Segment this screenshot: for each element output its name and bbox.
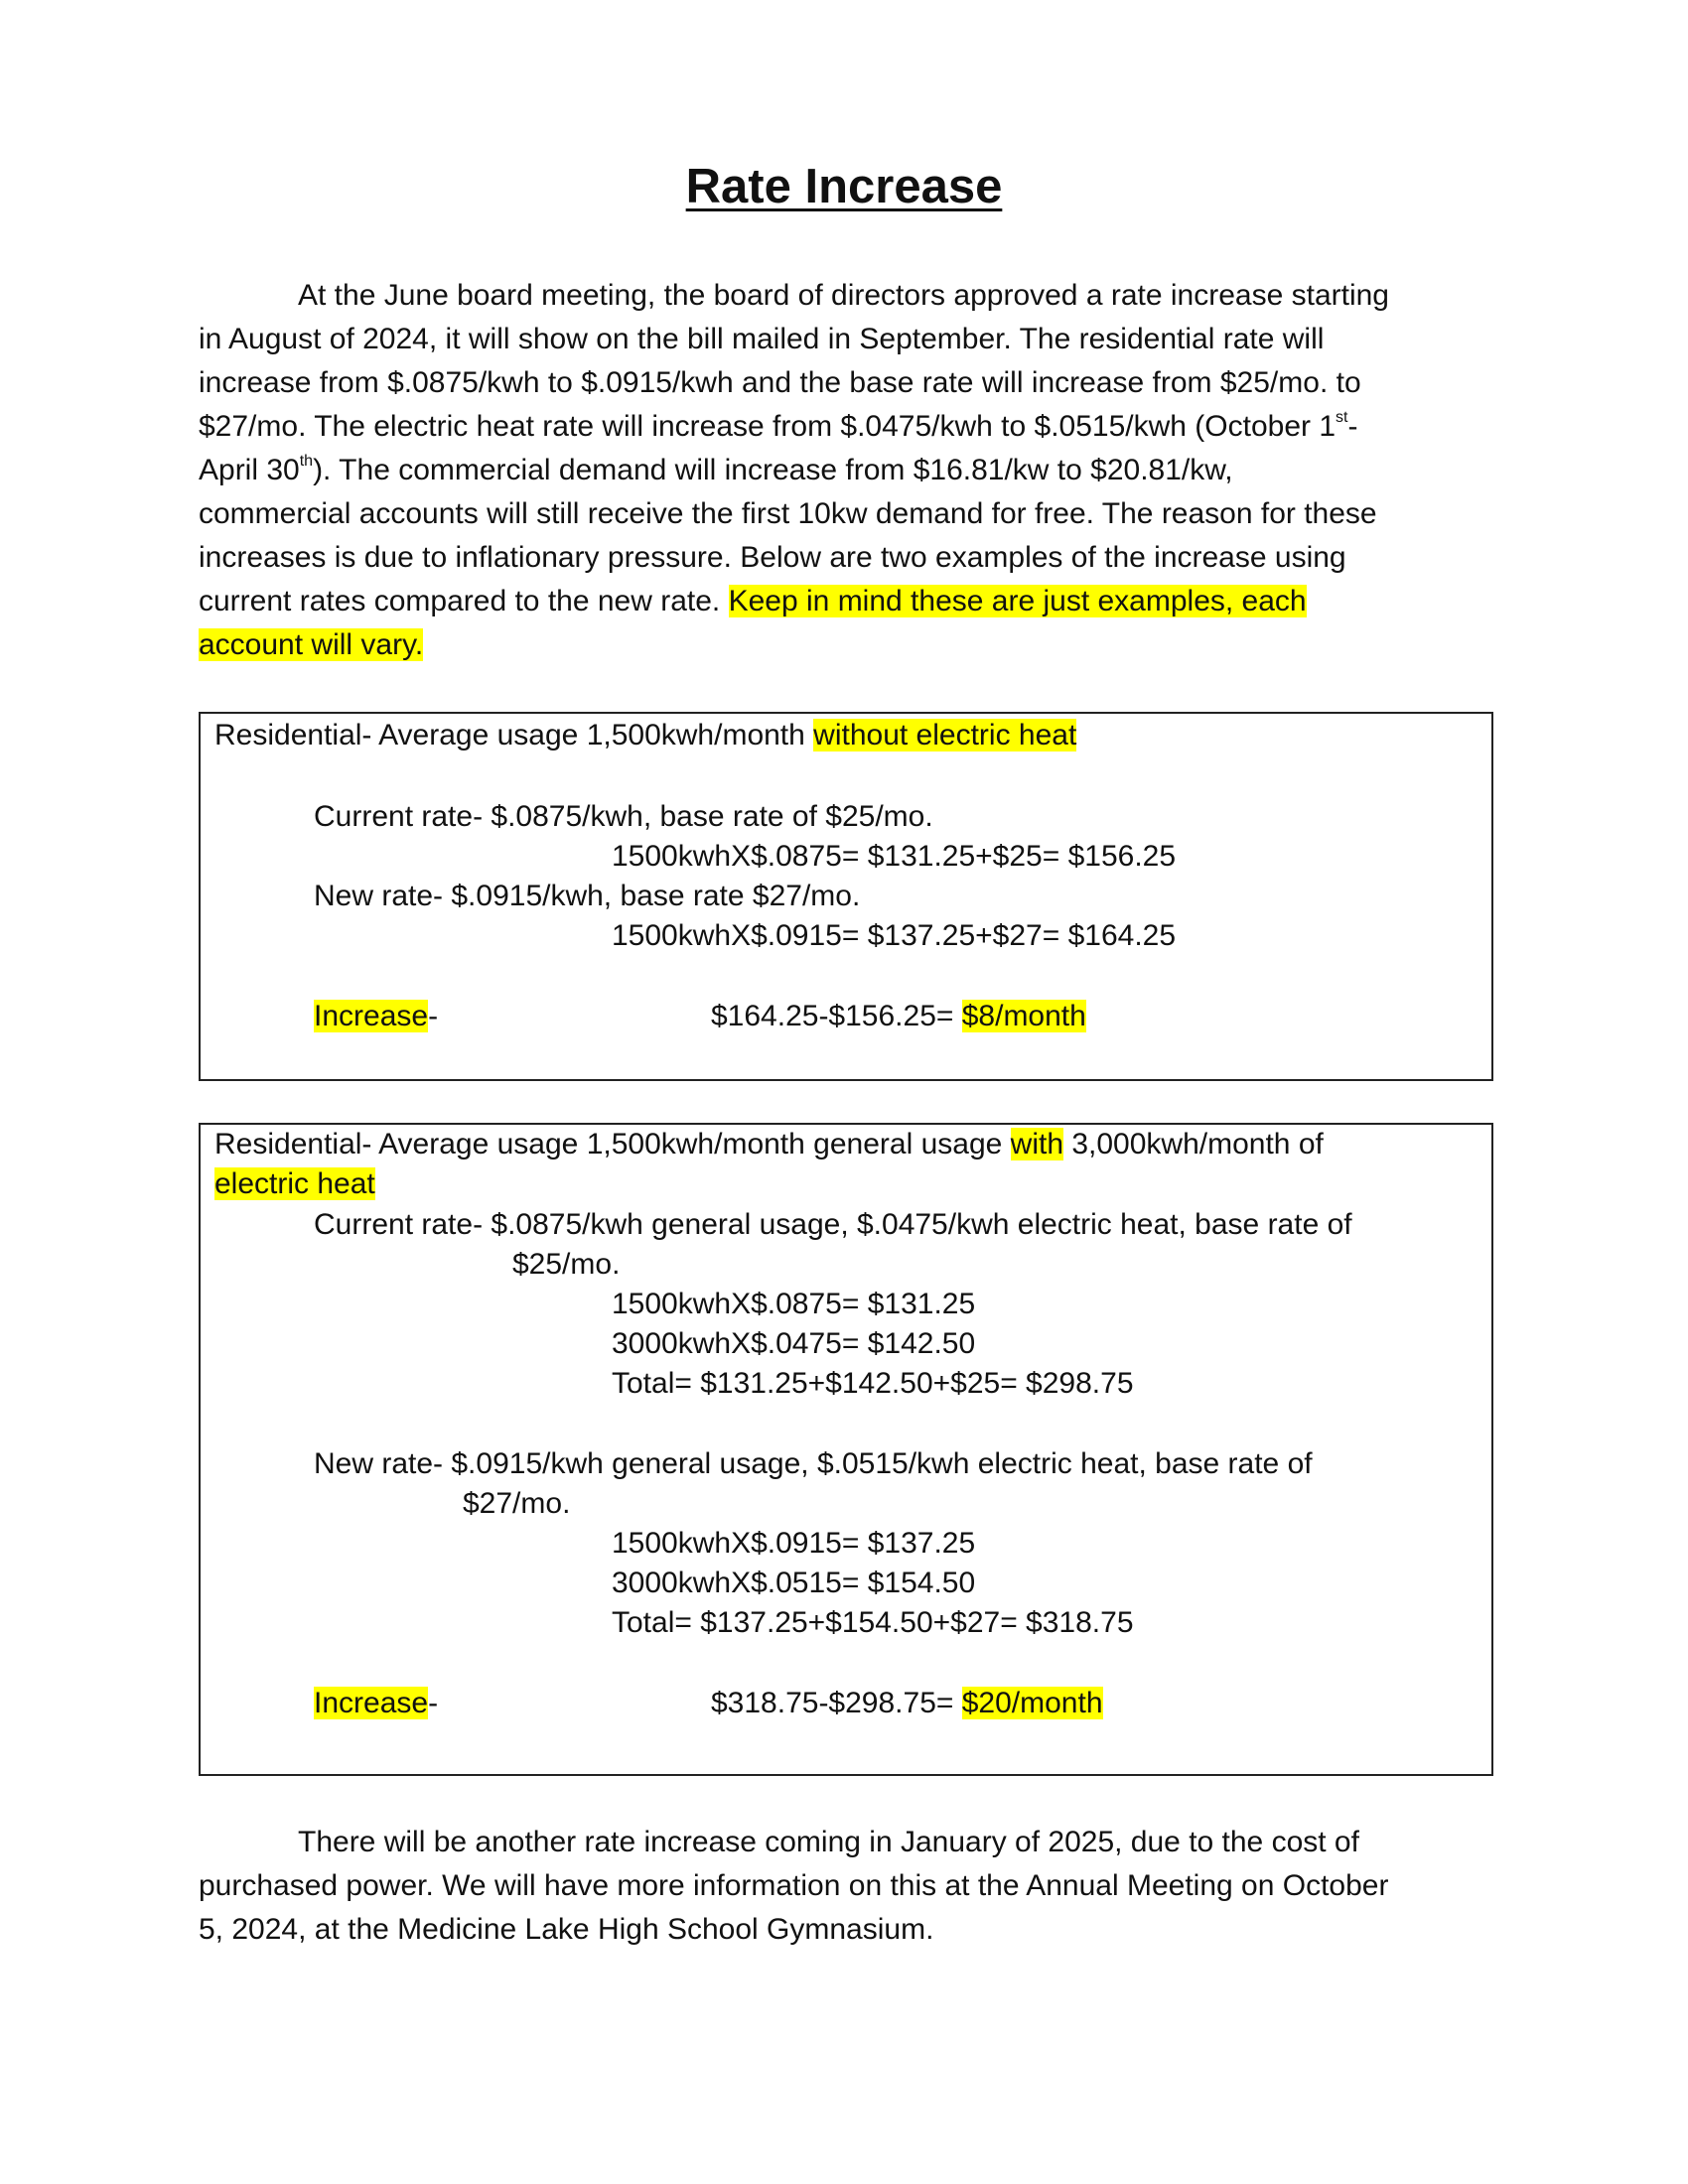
example-box-without-heat xyxy=(199,712,1493,1081)
new-rate-line: New rate- $.0915/kwh general usage, $.0515/kwh electric heat, base rate of xyxy=(314,1447,1313,1480)
example-box-with-heat xyxy=(199,1123,1493,1776)
current-rate-line: Current rate- $.0875/kwh, base rate of $25/mo. xyxy=(314,800,933,833)
intro-line: increase from $.0875/kwh to $.0915/kwh and the base rate will increase from $25/mo. to xyxy=(199,366,1361,399)
new-rate-calc: 1500kwhX$.0915= $137.25+$27= $164.25 xyxy=(612,919,1177,952)
highlighted-text: with xyxy=(1010,1128,1064,1160)
current-rate-line: Current rate- $.0875/kwh general usage, $.0475/kwh electric heat, base rate of xyxy=(314,1208,1352,1241)
intro-line: April 30 xyxy=(199,454,300,486)
closing-line: purchased power. We will have more information on this at the Annual Meeting on October xyxy=(199,1869,1389,1902)
highlighted-text: electric heat xyxy=(214,1167,375,1200)
highlighted-text: without electric heat xyxy=(813,719,1077,751)
increase-label: Increase- xyxy=(314,1687,439,1719)
intro-line: ). The commercial demand will increase from $16.81/kw to $20.81/kw, xyxy=(313,454,1233,486)
intro-paragraph xyxy=(199,274,1499,667)
closing-line: 5, 2024, at the Medicine Lake High School Gymnasium. xyxy=(199,1913,934,1946)
intro-line: commercial accounts will still receive the first 10kw demand for free. The reason for these xyxy=(199,497,1377,530)
example-heading: Residential- Average usage 1,500kwh/month without electric heat xyxy=(214,719,1077,751)
increase-result: $8/month xyxy=(961,1000,1086,1032)
highlighted-text: Keep in mind these are just examples, each xyxy=(728,585,1307,617)
current-rate-calc: 3000kwhX$.0475= $142.50 xyxy=(612,1327,976,1360)
intro-line: current rates compared to the new rate. xyxy=(199,585,729,617)
intro-line: - xyxy=(1347,410,1358,443)
new-rate-calc: 3000kwhX$.0515= $154.50 xyxy=(612,1567,976,1599)
intro-line: increases is due to inflationary pressure. Below are two examples of the increase using xyxy=(199,541,1346,574)
example-heading-cont xyxy=(214,1164,375,1204)
superscript: st xyxy=(1336,409,1348,426)
page-title: Rate Increase xyxy=(685,160,1003,213)
new-rate-line: New rate- $.0915/kwh, base rate $27/mo. xyxy=(314,880,861,912)
example-heading: Residential- Average usage 1,500kwh/month general usage with 3,000kwh/month of xyxy=(214,1128,1324,1160)
current-rate-total: Total= $131.25+$142.50+$25= $298.75 xyxy=(612,1367,1134,1400)
current-rate-calc: 1500kwhX$.0875= $131.25 xyxy=(612,1288,976,1320)
new-rate-cont: $27/mo. xyxy=(463,1487,571,1520)
increase-label: Increase- xyxy=(314,1000,439,1032)
closing-line: There will be another rate increase coming in January of 2025, due to the cost of xyxy=(298,1826,1359,1858)
current-rate-cont: $25/mo. xyxy=(512,1248,621,1281)
new-rate-calc: 1500kwhX$.0915= $137.25 xyxy=(612,1527,976,1560)
closing-paragraph xyxy=(199,1821,1499,1952)
current-rate-calc: 1500kwhX$.0875= $131.25+$25= $156.25 xyxy=(612,840,1177,873)
new-rate-total: Total= $137.25+$154.50+$27= $318.75 xyxy=(612,1606,1134,1639)
increase-result: $20/month xyxy=(961,1687,1103,1719)
increase-calc: $164.25-$156.25= $8/month xyxy=(711,1000,1086,1032)
intro-line: in August of 2024, it will show on the bill mailed in September. The residential rate will xyxy=(199,323,1325,355)
superscript: th xyxy=(299,453,314,470)
intro-line: At the June board meeting, the board of directors approved a rate increase starting xyxy=(298,279,1389,312)
intro-line: $27/mo. The electric heat rate will increase from $.0475/kwh to $.0515/kwh (October 1 xyxy=(199,410,1336,443)
highlighted-text: account will vary. xyxy=(199,628,424,661)
increase-calc: $318.75-$298.75= $20/month xyxy=(711,1687,1103,1719)
